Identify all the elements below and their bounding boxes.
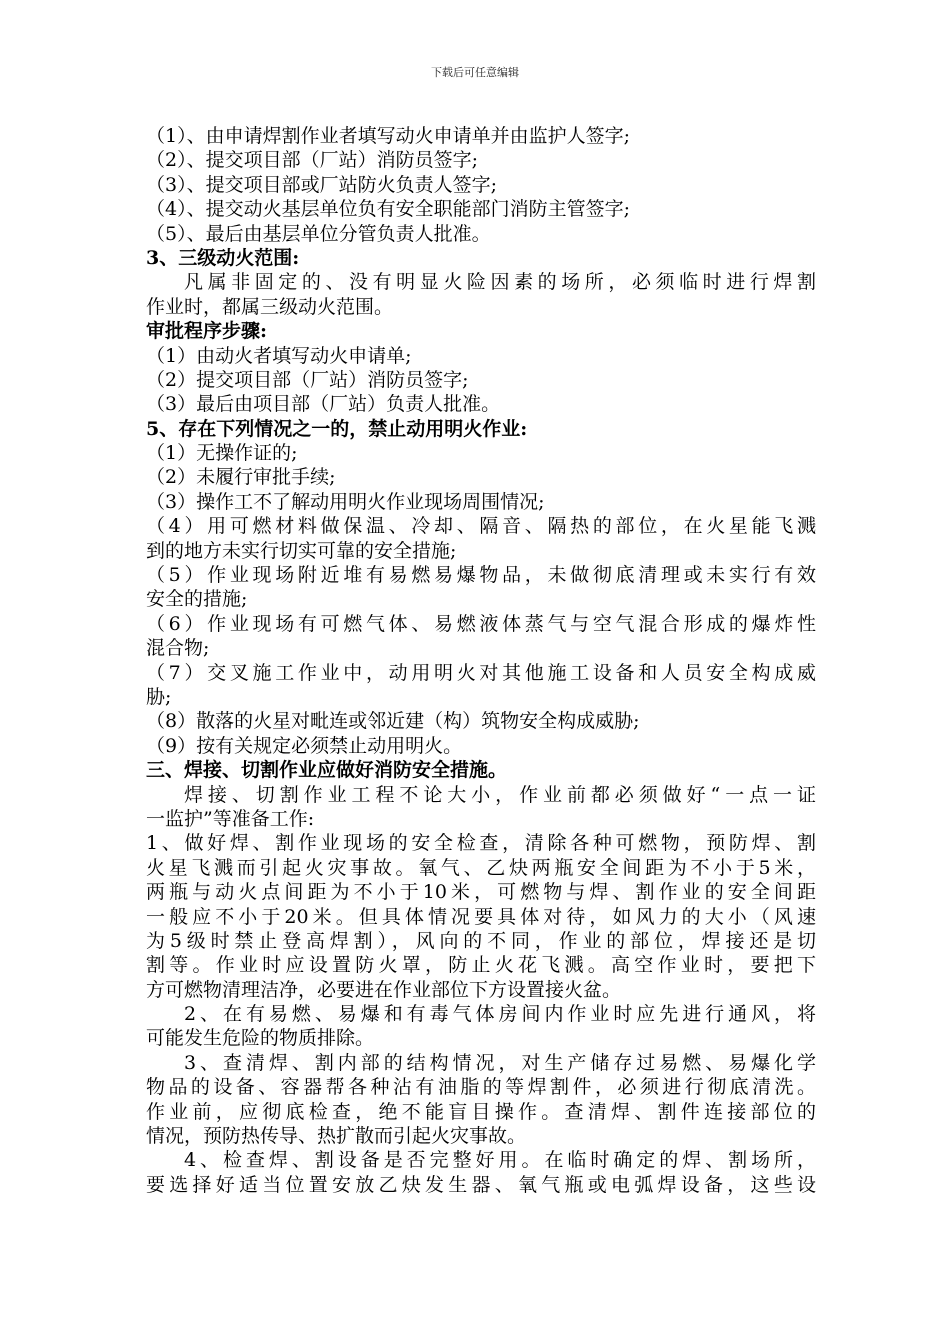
text-line: 情况，预防热传导、热扩散而引起火灾事故。	[146, 1125, 527, 1148]
text-line: 安全的措施;	[146, 588, 248, 611]
section-heading: 5、存在下列情况之一的，禁止动用明火作业:	[146, 417, 528, 440]
text-line: 2、在有易燃、易爆和有毒气体房间内作业时应先进行通风，将	[184, 1003, 816, 1026]
text-line: （1）、由申请焊割作业者填写动火申请单并由监护人签字;	[146, 125, 630, 147]
text-line: 焊接、切割作业工程不论大小，作业前都必须做好“一点一证	[184, 783, 816, 806]
text-line: （3）操作工不了解动用明火作业现场周围情况;	[146, 490, 545, 513]
text-line: 1、做好焊、割作业现场的安全检查，清除各种可燃物，预防焊、割	[146, 832, 816, 855]
text-line: 4、检查焊、割设备是否完整好用。在临时确定的焊、割场所，	[184, 1149, 816, 1172]
document-body	[146, 124, 816, 1197]
text-line: 凡属非固定的、没有明显火险因素的场所，必须临时进行焊割	[184, 271, 816, 294]
text-line: 作业前，应彻底检查，绝不能盲目操作。查清焊、割件连接部位的	[146, 1100, 816, 1123]
text-line: 3、查清焊、割内部的结构情况，对生产储存过易燃、易爆化学	[184, 1051, 816, 1074]
section-heading: 三、焊接、切割作业应做好消防安全措施。	[146, 759, 508, 782]
text-line: 一般应不小于20米。但具体情况要具体对待，如风力的大小（风速	[146, 905, 816, 928]
text-line: （5）、最后由基层单位分管负责人批准。	[146, 222, 491, 245]
text-line: （2）、提交项目部（厂站）消防员签字;	[146, 149, 478, 172]
text-line: 割等。作业时应设置防火罩，防止火花飞溅。高空作业时，要把下	[146, 954, 816, 977]
text-line: （1）由动火者填写动火申请单;	[146, 344, 412, 367]
text-line: 到的地方未实行切实可靠的安全措施;	[146, 539, 457, 562]
text-line: 可能发生危险的物质排除。	[146, 1027, 375, 1050]
text-line: （5）作业现场附近堆有易燃易爆物品，未做彻底清理或未实行有效	[146, 564, 816, 587]
page-header: 下载后可任意编辑	[431, 66, 519, 79]
text-line: （4）用可燃材料做保温、冷却、隔音、隔热的部位，在火星能飞溅	[146, 515, 816, 538]
text-line: （2）未履行审批手续;	[146, 466, 336, 489]
text-line: （1）无操作证的;	[146, 442, 298, 465]
text-line: 作业时，都属三级动火范围。	[146, 295, 394, 318]
text-line: （6）作业现场有可燃气体、易燃液体蒸气与空气混合形成的爆炸性	[146, 612, 816, 635]
section-heading: 审批程序步骤:	[146, 320, 268, 343]
text-line: （3）最后由项目部（厂站）负责人批准。	[146, 393, 501, 416]
text-line: （8）散落的火星对毗连或邻近建（构）筑物安全构成威胁;	[146, 710, 640, 733]
text-line: 方可燃物清理洁净，必要进在作业部位下方设置接火盆。	[146, 978, 622, 1001]
text-line: （4）、提交动火基层单位负有安全职能部门消防主管签字;	[146, 198, 630, 221]
text-line: （7）交叉施工作业中，动用明火对其他施工设备和人员安全构成威	[146, 661, 816, 684]
text-line: 一监护”等准备工作:	[146, 807, 315, 830]
text-line: （9）按有关规定必须禁止动用明火。	[146, 734, 463, 757]
text-line: 要选择好适当位置安放乙炔发生器、氧气瓶或电弧焊设备，这些设	[146, 1173, 816, 1196]
text-line: 为5级时禁止登高焊割），风向的不同，作业的部位，焊接还是切	[146, 929, 816, 952]
text-line: 胁;	[146, 685, 172, 708]
text-line: 火星飞溅而引起火灾事故。氧气、乙炔两瓶安全间距为不小于5米，	[146, 856, 816, 879]
section-heading: 3、三级动火范围:	[146, 246, 300, 269]
text-line: 混合物;	[146, 637, 210, 660]
text-line: （2）提交项目部（厂站）消防员签字;	[146, 368, 469, 391]
text-line: 物品的设备、容器帮各种沾有油脂的等焊割件，必须进行彻底清洗。	[146, 1076, 816, 1099]
text-line: （3）、提交项目部或厂站防火负责人签字;	[146, 173, 497, 196]
text-line: 两瓶与动火点间距为不小于10米，可燃物与焊、割作业的安全间距	[146, 881, 816, 904]
